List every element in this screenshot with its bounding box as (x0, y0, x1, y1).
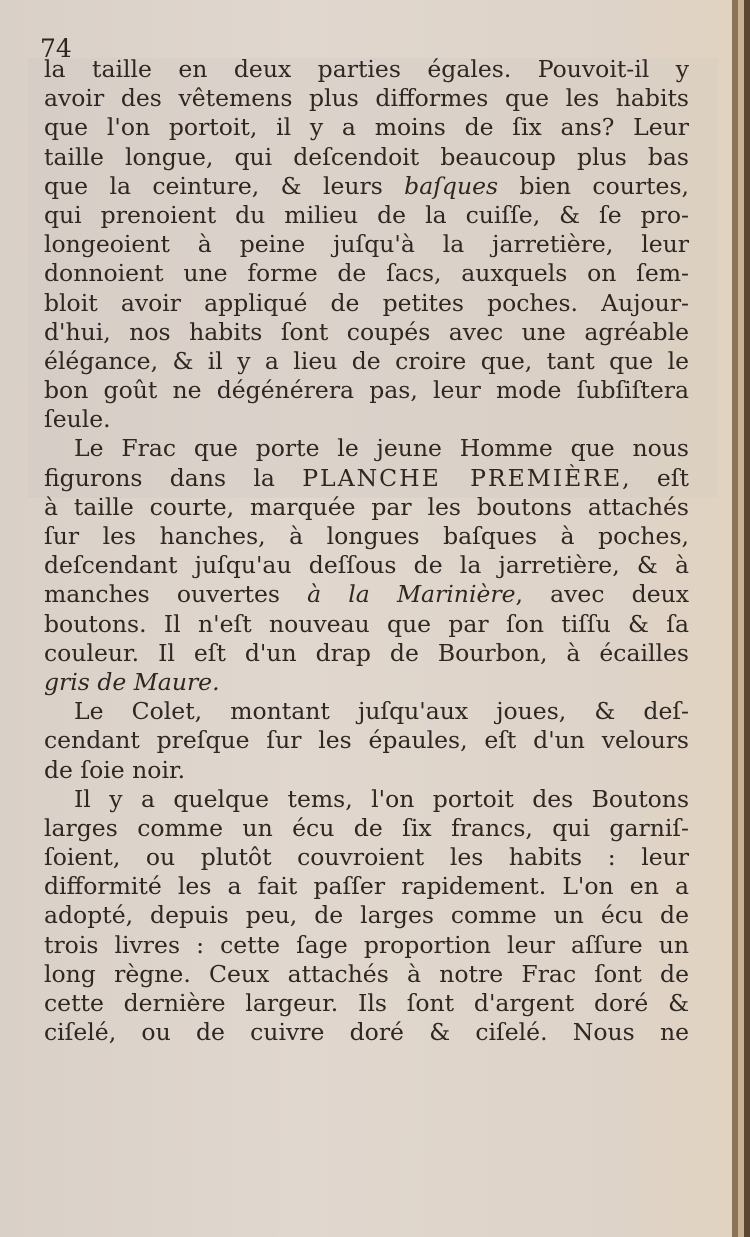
text-segment: adopté, depuis peu, de larges comme un écu de (44, 901, 689, 930)
text-line (44, 464, 689, 493)
text-line (44, 580, 689, 609)
text-segment: qui prenoient du milieu de la cuiſſe, & ſe pro- (44, 200, 689, 229)
text-line (44, 434, 689, 463)
text-segment: bon goût ne dégénérera pas, leur mode ſubſiſtera (44, 376, 689, 405)
small-caps-text: PLANCHE PREMIÈRE (302, 463, 623, 492)
text-line (44, 785, 689, 814)
text-segment: , eſt (622, 463, 689, 492)
text-segment: ſoient, ou plutôt couvroient les habits : leur (44, 843, 689, 872)
page-number: 74 (40, 34, 72, 63)
text-line (44, 901, 689, 930)
text-line (44, 347, 689, 376)
text-line (44, 756, 689, 785)
text-segment: figurons dans la (44, 463, 303, 492)
italic-text: gris de Maure. (44, 667, 220, 696)
text-line (44, 289, 689, 318)
text-line (44, 259, 689, 288)
text-line (44, 201, 689, 230)
text-segment: manches ouvertes (44, 580, 308, 609)
text-line (44, 318, 689, 347)
italic-text: baſques (404, 171, 499, 200)
text-segment: élégance, & il y a lieu de croire que, tant que le (44, 346, 689, 375)
text-segment: , avec deux (515, 580, 689, 609)
text-line (44, 113, 689, 142)
text-segment: Il y a quelque tems, l'on portoit des Boutons (74, 784, 689, 813)
text-segment: bloit avoir appliqué de petites poches. Aujour- (44, 288, 689, 317)
text-line (44, 872, 689, 901)
text-segment: Le Colet, montant juſqu'aux joues, & deſ- (74, 697, 689, 726)
text-segment: taille longue, qui deſcendoit beaucoup plus bas (44, 142, 689, 171)
italic-text: à la Marinière (307, 580, 516, 609)
text-segment: que la ceinture, & leurs (44, 171, 405, 200)
text-line (44, 84, 689, 113)
binding-edge (744, 0, 750, 1237)
text-line (44, 551, 689, 580)
text-line (44, 172, 689, 201)
text-segment: avoir des vêtemens plus difformes que les habits (44, 84, 689, 113)
text-line (44, 726, 689, 755)
text-segment: ciſelé, ou de cuivre doré & ciſelé. Nous ne (44, 1018, 689, 1047)
text-line (44, 960, 689, 989)
text-segment: donnoient une forme de ſacs, auxquels on ſem- (44, 259, 689, 288)
text-line (44, 143, 689, 172)
text-segment: cendant preſque ſur les épaules, eſt d'un velours (44, 726, 689, 755)
text-segment: difformité les a fait paſſer rapidement. L'on en a (44, 872, 689, 901)
text-line (44, 55, 689, 84)
text-segment: ſur les hanches, à longues baſques à poches, (44, 522, 689, 550)
text-segment: de ſoie noir. (44, 755, 186, 784)
text-line (44, 376, 689, 405)
text-segment: d'hui, nos habits ſont coupés avec une agréable (44, 317, 689, 346)
text-segment: que l'on portoit, il y a moins de ſix ans? Leur (44, 113, 689, 142)
text-line (44, 522, 689, 551)
text-segment: la taille en deux parties égales. Pouvoit-il y (44, 55, 689, 83)
text-line (44, 843, 689, 872)
text-line (44, 814, 689, 843)
text-segment: ſeule. (44, 405, 111, 434)
text-segment: boutons. Il n'eſt nouveau que par ſon tiſſu & ſa (44, 609, 689, 638)
text-line (44, 668, 689, 697)
text-line (44, 493, 689, 522)
text-line (44, 639, 689, 668)
body-text (44, 55, 689, 1047)
text-segment: long règne. Ceux attachés à notre Frac ſont de (44, 959, 689, 988)
text-segment: cette dernière largeur. Ils ſont d'argent doré & (44, 989, 689, 1017)
text-line (44, 610, 689, 639)
text-line (44, 230, 689, 259)
text-line (44, 405, 689, 434)
text-line (44, 989, 689, 1018)
text-line (44, 697, 689, 726)
text-segment: bien courtes, (498, 171, 689, 200)
text-segment: à taille courte, marquée par les boutons attachés (44, 492, 689, 521)
text-line (44, 1018, 689, 1047)
text-segment: longeoient à peine juſqu'à la jarretière, leur (44, 230, 689, 259)
text-segment: Le Frac que porte le jeune Homme que nous (74, 434, 689, 463)
text-segment: couleur. Il eſt d'un drap de Bourbon, à écailles (44, 638, 689, 667)
text-segment: trois livres : cette ſage proportion leur aſſure un (44, 930, 689, 959)
text-line (44, 931, 689, 960)
text-segment: larges comme un écu de ſix francs, qui garniſ- (44, 813, 689, 842)
text-segment: deſcendant juſqu'au deſſous de la jarretière, & à (44, 551, 689, 580)
